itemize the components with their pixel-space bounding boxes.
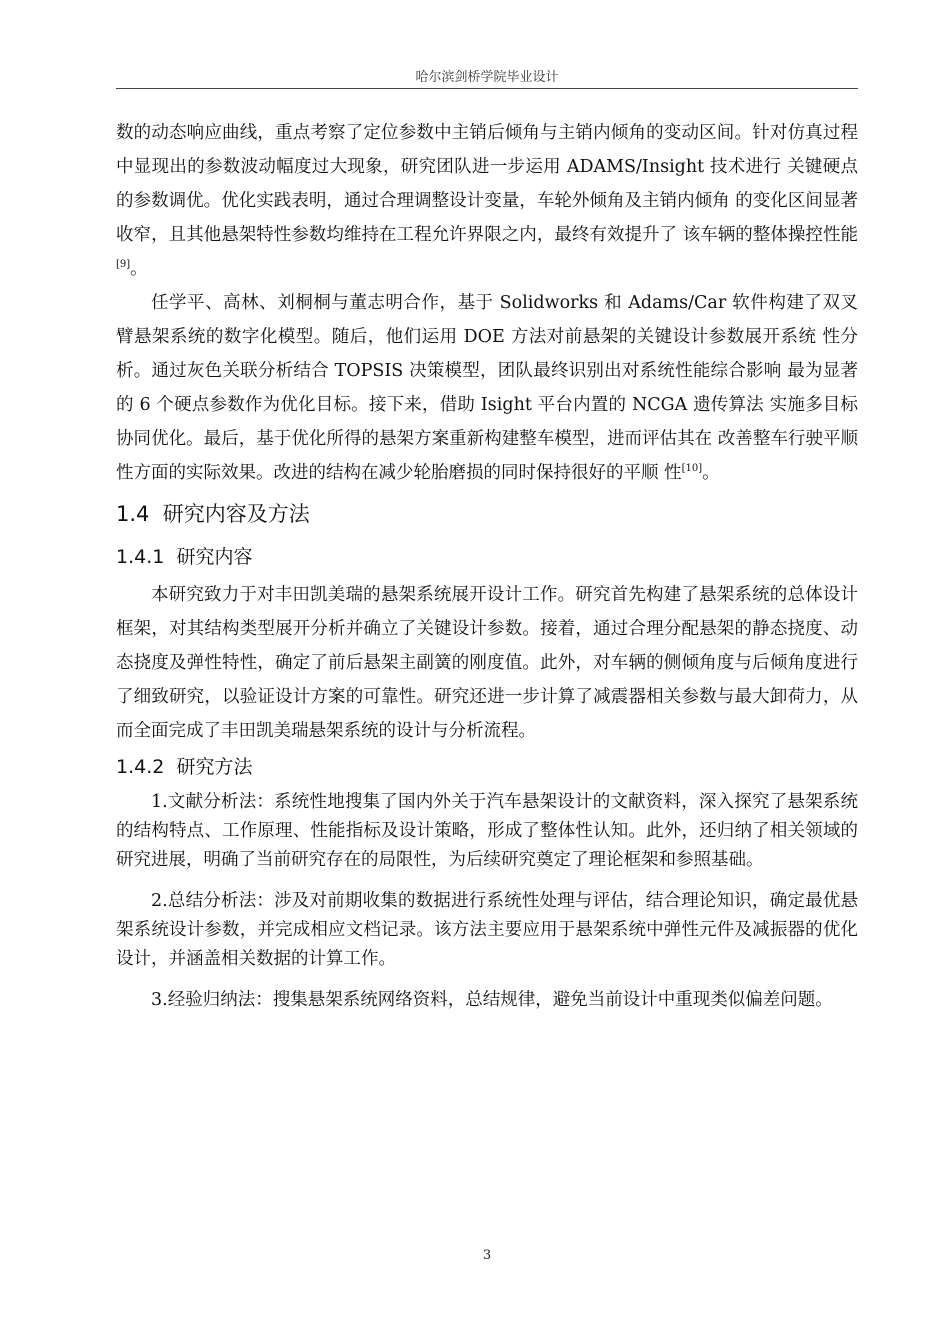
section-number: 1.4 [116,502,150,526]
research-content-paragraph: 本研究致力于对丰田凯美瑞的悬架系统展开设计工作。研究首先构建了悬架系统的总体设计框架，对其结构类型展开分析并确立了关键设计参数。接着，通过合理分配悬架的静态挠度、动态挠度及弹性特性，确定了前后悬架主副簧的刚度值。此外，对车辆的侧倾角度与后倾角度进行了细致研究，以验证设计方案的可靠性。研究还进一步计算了减震器相关参数与最大卸荷力，从而全面完成了丰田凯美瑞悬架系统的设计与分析流程。 [116,585,858,741]
section-title: 研究内容 [176,546,253,568]
paragraph-related-work [116,286,858,490]
paragraph-end: 。 [702,463,720,483]
page-content [116,116,858,1015]
page-number: 3 [482,1248,492,1263]
section-heading-1-4-1 [116,540,858,574]
method-summary-analysis: 2.总结分析法：涉及对前期收集的数据进行系统性处理与评估，结合理论知识，确定最优悬架系统设计参数，并完成相应文档记录。该方法主要应用于悬架系统中弹性元件及减振器的优化设计，并涵盖相关数据的计算工作。 [116,891,858,969]
paragraph-end: 。 [130,259,148,279]
section-number: 1.4.1 [116,546,165,568]
section-title: 研究内容及方法 [162,502,310,526]
section-title: 研究方法 [176,756,253,778]
header-rule [116,88,858,89]
paragraph-text: 数的动态响应曲线，重点考察了定位参数中主销后倾角与主销内倾角的变动区间。针对仿真过程中显现出的参数波动幅度过大现象，研究团队进一步运用 ADAMS/Insight 技术进行 关键硬点的参数调优。优化实践表明，通过合理调整设计变量，车轮外倾角及主销内倾角 的变化区间显著收窄，且其他悬架特性参数均维持在工程允许界限之内，最终有效提升了 该车辆的整体操控性能 [116,123,858,245]
page-header: 哈尔滨剑桥学院毕业设计 [415,70,559,85]
section-heading-1-4-2 [116,750,858,784]
citation-ref: [9] [116,259,131,271]
paragraph-continuation [116,116,858,286]
section-number: 1.4.2 [116,756,165,778]
paragraph-text: 任学平、高林、刘桐桐与董志明合作，基于 Solidworks 和 Adams/Car 软件构建了双叉 臂悬架系统的数字化模型。随后，他们运用 DOE 方法对前悬架的关键设计参数展开系统 性分析。通过灰色关联分析结合 TOPSIS 决策模型，团队最终识别出对系统性能综合影响 最为显著的 6 个硬点参数作为优化目标。接下来，借助 Isight 平台内置的 NCGA 遗传算法 实施多目标协同优化。最后，基于优化所得的悬架方案重新构建整车模型，进而评估其在 改善整车行驶平顺性方面的实际效果。改进的结构在减少轮胎磨损的同时保持很好的平顺 性 [116,293,858,483]
method-literature-analysis: 1.文献分析法：系统性地搜集了国内外关于汽车悬架设计的文献资料，深入探究了悬架系统的结构特点、工作原理、性能指标及设计策略，形成了整体性认知。此外，还归纳了相关领域的研究进展，明确了当前研究存在的局限性，为后续研究奠定了理论框架和参照基础。 [116,792,858,870]
section-heading-1-4 [116,496,858,532]
citation-ref: [10] [681,463,703,475]
method-experience-induction: 3.经验归纳法：搜集悬架系统网络资料，总结规律，避免当前设计中重现类似偏差问题。 [151,990,833,1010]
